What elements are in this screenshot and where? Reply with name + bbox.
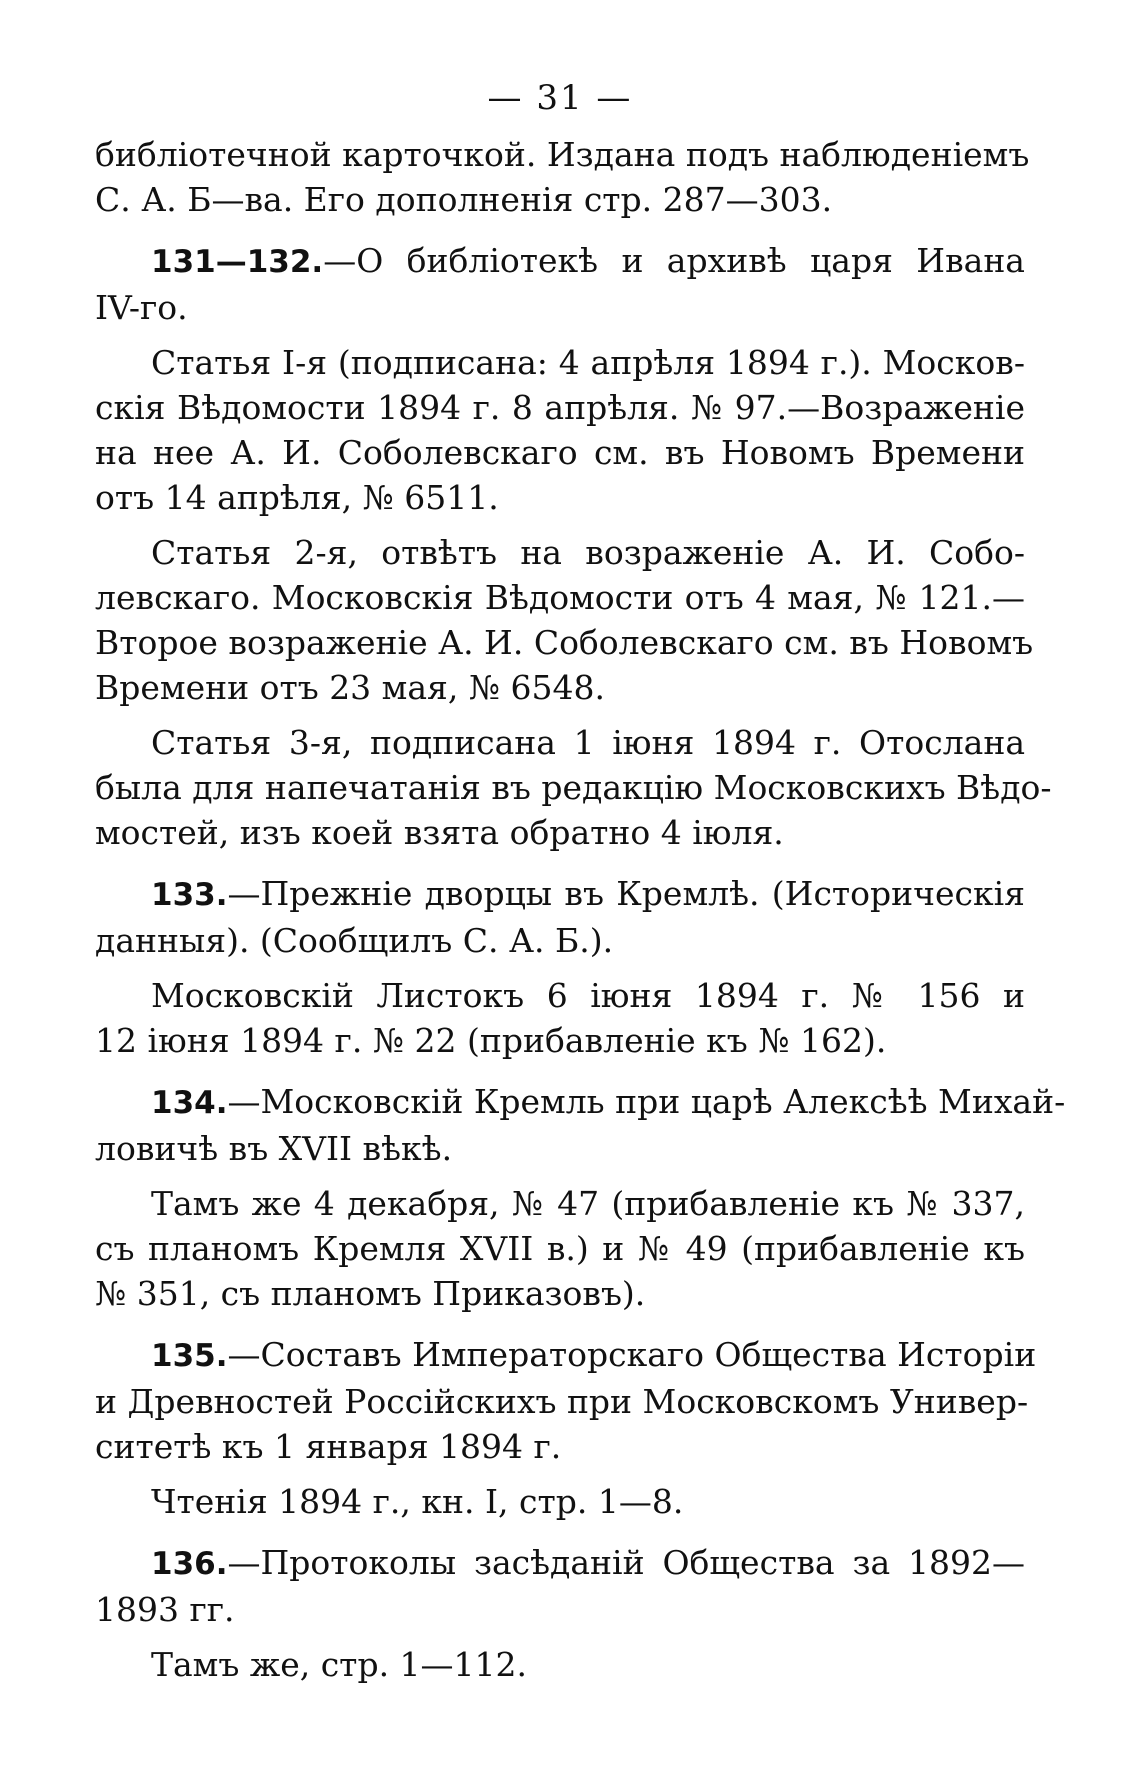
text-line: Чтенія 1894 г., кн. I, стр. 1—8. — [151, 1482, 684, 1521]
entries-list — [95, 238, 1066, 1687]
text-line: Времени отъ 23 мая, № 6548. — [95, 668, 606, 707]
entry-title-line: ловичѣ въ XVII вѣкѣ. — [95, 1129, 453, 1168]
text-line: Второе возраженіе А. И. Соболевскаго см. въ Новомъ — [95, 623, 1034, 662]
entry-title-line — [95, 238, 1025, 285]
entry-number: 135. — [151, 1338, 228, 1374]
entry-title-line — [95, 1079, 1066, 1126]
entry — [95, 871, 1025, 1063]
text-line: 12 іюня 1894 г. № 22 (прибавленіе къ № 162). — [95, 1021, 887, 1060]
entry — [95, 238, 1052, 855]
entry-title-line: IV-го. — [95, 288, 188, 327]
entry-paragraph — [95, 340, 1025, 520]
entry-paragraph — [95, 1181, 1025, 1316]
text-line: С. А. Б—ва. Его дополненія стр. 287—303. — [95, 180, 833, 219]
entry-paragraph — [95, 720, 1052, 855]
text-line: Статья 3-я, подписана 1 іюня 1894 г. Отослана — [151, 723, 1025, 762]
entry-title-line — [95, 1540, 1025, 1587]
entry-title-line — [95, 871, 1025, 918]
entry-paragraph — [95, 530, 1034, 710]
text-line: № 351, съ планомъ Приказовъ). — [95, 1274, 646, 1313]
text-line: скія Вѣдомости 1894 г. 8 апрѣля. № 97.—Возраженіе — [95, 388, 1025, 427]
entry-title-line: данныя). (Сообщилъ С. А. Б.). — [95, 921, 614, 960]
text-line: Тамъ же 4 декабря, № 47 (прибавленіе къ № 337, — [151, 1184, 1025, 1223]
entry-number: 131—132. — [151, 244, 324, 280]
entry-title-line: 1893 гг. — [95, 1590, 235, 1629]
text-line: библіотечной карточкой. Издана подъ наблюденіемъ — [95, 135, 1030, 174]
text-line: отъ 14 апрѣля, № 6511. — [95, 478, 499, 517]
entry-paragraph — [95, 1479, 1025, 1524]
intro-text — [95, 132, 1030, 222]
entry-number: 133. — [151, 877, 228, 913]
text-line: была для напечатанія въ редакцію Московскихъ Вѣдо- — [95, 768, 1052, 807]
text-line: съ планомъ Кремля XVII в.) и № 49 (прибавленіе къ — [95, 1229, 1025, 1268]
entry-title-text: —О библіотекѣ и архивѣ царя Ивана — [323, 241, 1025, 280]
entry — [95, 1540, 1025, 1687]
entry-title-line: ситетѣ къ 1 января 1894 г. — [95, 1427, 562, 1466]
document-page — [95, 78, 1066, 1687]
entry-paragraph — [95, 973, 1025, 1063]
entry-title-line — [95, 1332, 1037, 1379]
entry — [95, 1332, 1037, 1524]
text-line: мостей, изъ коей взята обратно 4 іюля. — [95, 813, 784, 852]
entry-paragraph — [95, 1642, 1025, 1687]
entry-number: 134. — [151, 1085, 228, 1121]
text-line: Статья I-я (подписана: 4 апрѣля 1894 г.). Москов- — [151, 343, 1025, 382]
text-line: левскаго. Московскія Вѣдомости отъ 4 мая, № 121.— — [95, 578, 1025, 617]
text-line: Тамъ же, стр. 1—112. — [151, 1645, 528, 1684]
entry-title-line: и Древностей Россійскихъ при Московскомъ Универ- — [95, 1382, 1029, 1421]
entry-title-text: —Протоколы засѣданій Общества за 1892— — [227, 1543, 1025, 1582]
entry-title-text: —Составъ Императорскаго Общества Исторіи — [227, 1335, 1037, 1374]
page-number: — 31 — — [487, 78, 633, 118]
entry-title-text: —Прежніе дворцы въ Кремлѣ. (Историческія — [227, 874, 1025, 913]
entry-number: 136. — [151, 1546, 228, 1582]
text-line: Статья 2-я, отвѣтъ на возраженіе А. И. Собо- — [151, 533, 1025, 572]
entry — [95, 1079, 1066, 1316]
entry-title-text: —Московскій Кремль при царѣ Алексѣѣ Михай- — [227, 1082, 1066, 1121]
text-line: Московскій Листокъ 6 іюня 1894 г. № 156 и — [151, 976, 1025, 1015]
text-line: на нее А. И. Соболевскаго см. въ Новомъ Времени — [95, 433, 1025, 472]
